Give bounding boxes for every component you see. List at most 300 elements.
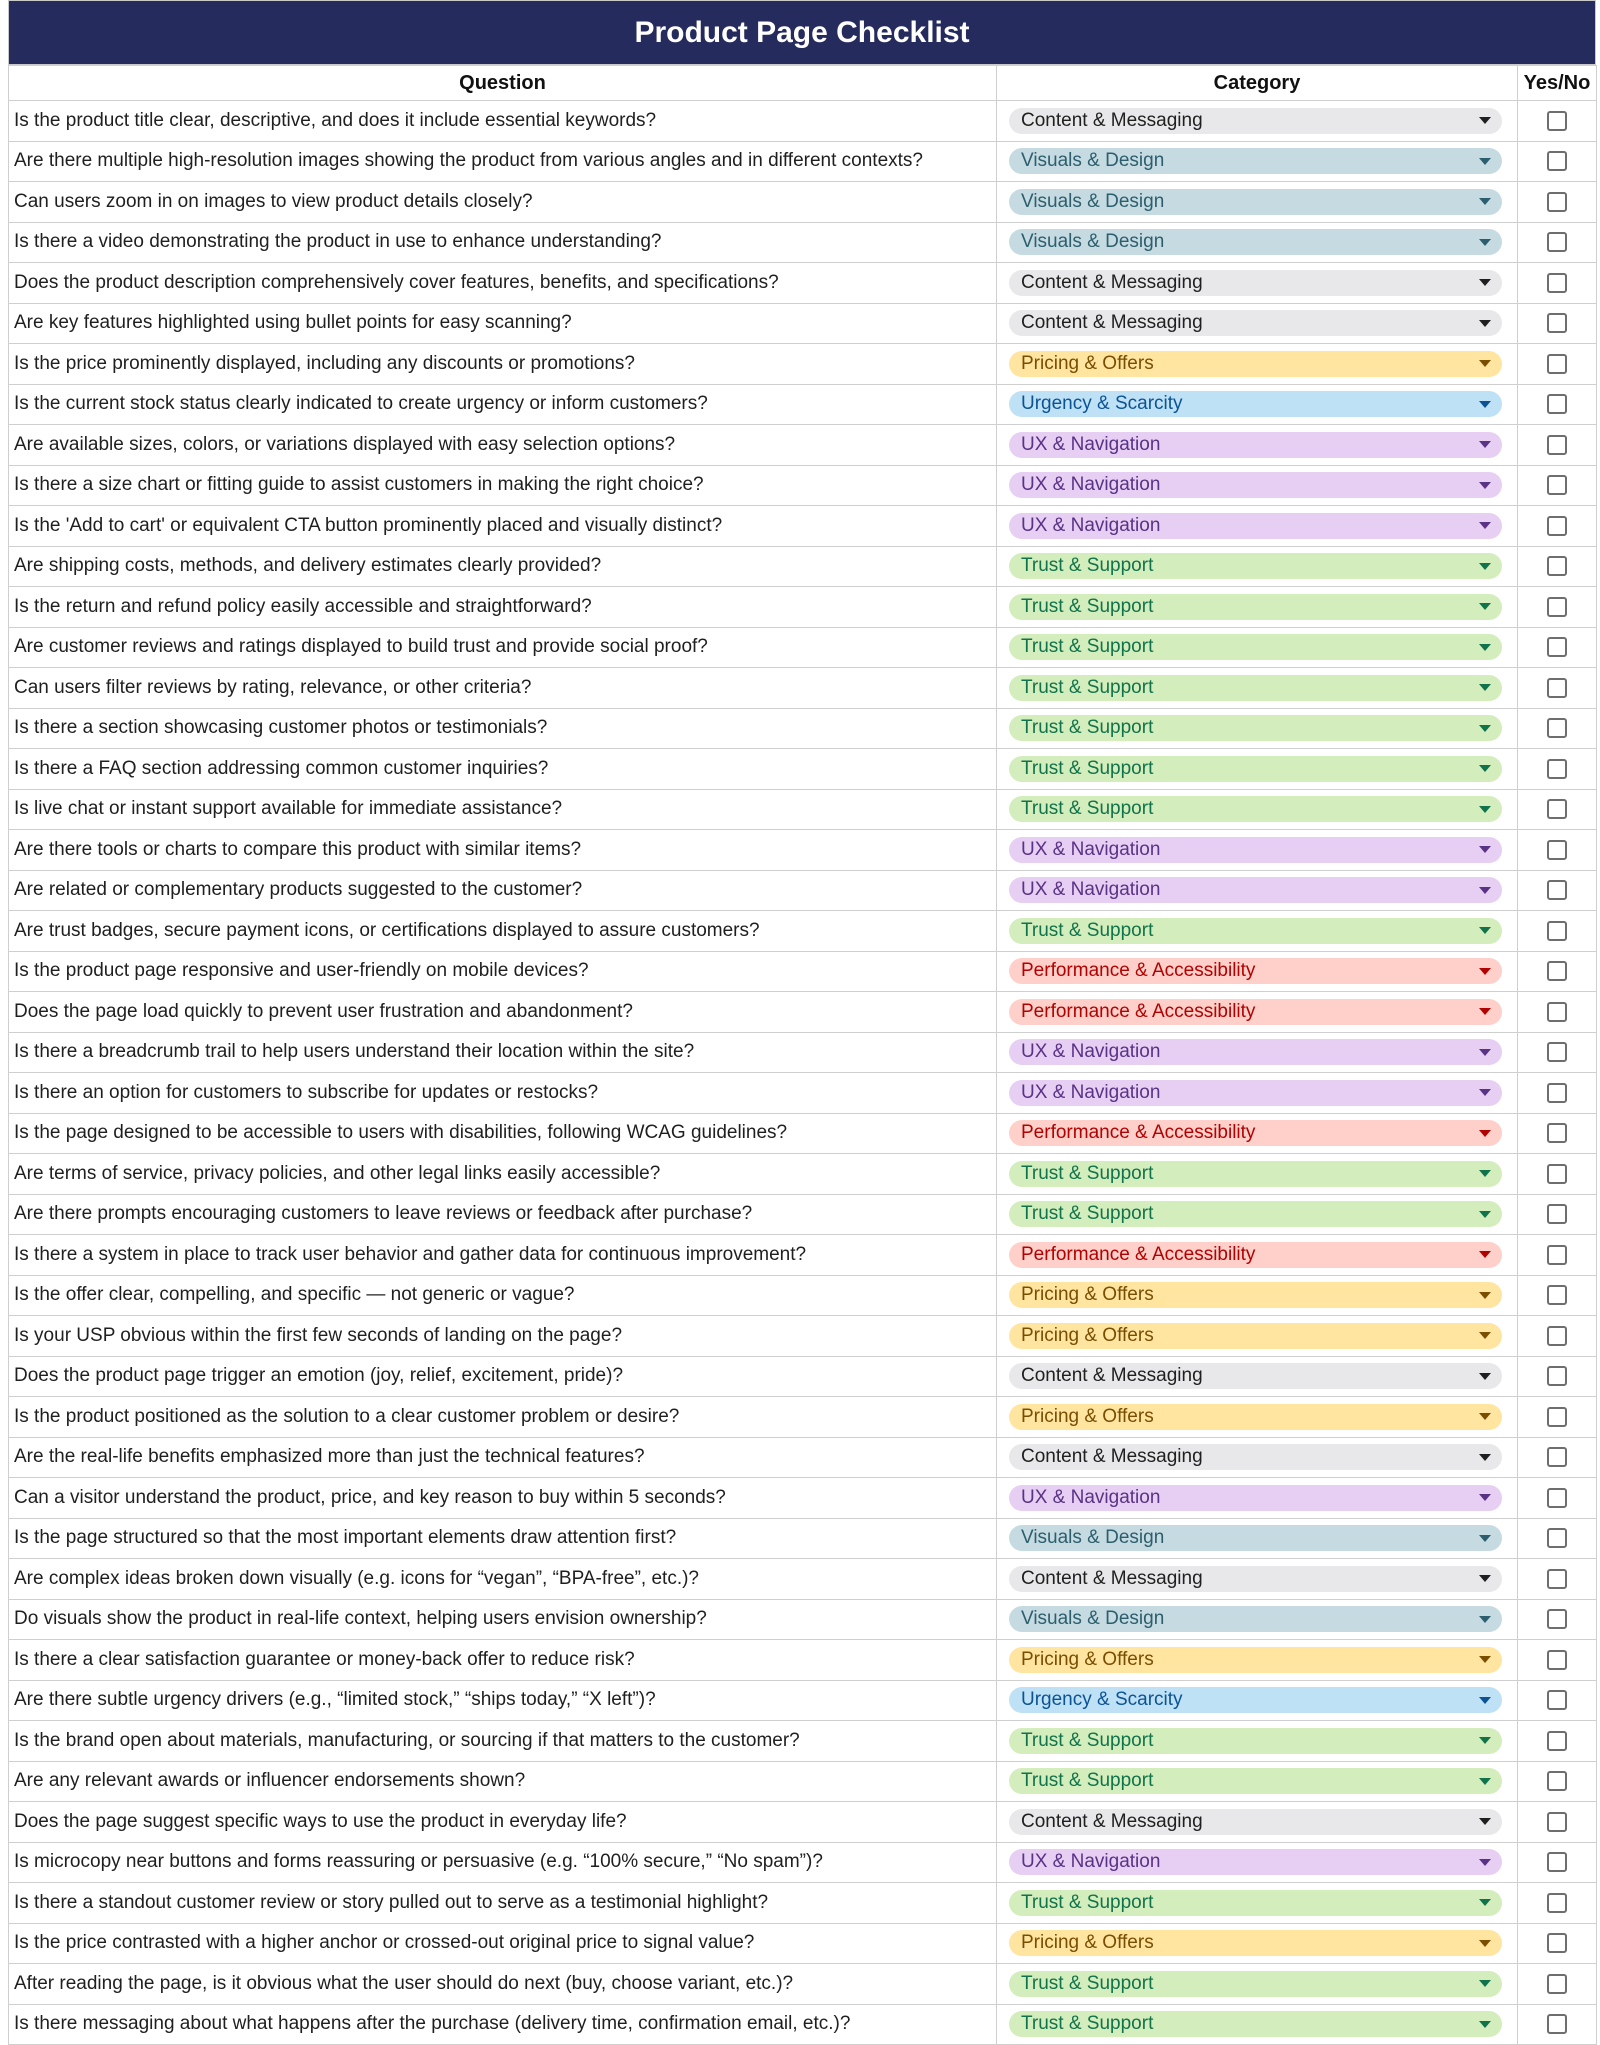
- yesno-cell[interactable]: [1518, 546, 1597, 587]
- dropdown-arrow-icon[interactable]: [1479, 1940, 1491, 1947]
- category-cell[interactable]: [997, 830, 1518, 871]
- question-cell[interactable]: Is the 'Add to cart' or equivalent CTA button prominently placed and visually distinct?: [9, 506, 997, 547]
- question-cell[interactable]: Is the brand open about materials, manufacturing, or sourcing if that matters to the customer?: [9, 1721, 997, 1762]
- yesno-cell[interactable]: [1518, 1316, 1597, 1357]
- question-cell[interactable]: Are complex ideas broken down visually (e.g. icons for “vegan”, “BPA-free”, etc.)?: [9, 1559, 997, 1600]
- category-dropdown[interactable]: [1009, 1363, 1502, 1389]
- question-cell[interactable]: Is the price contrasted with a higher anchor or crossed-out original price to signal value?: [9, 1923, 997, 1964]
- dropdown-arrow-icon[interactable]: [1479, 1656, 1491, 1663]
- yesno-checkbox[interactable]: [1547, 1326, 1567, 1346]
- category-label: Trust & Support: [1021, 636, 1154, 658]
- yesno-cell[interactable]: [1518, 1113, 1597, 1154]
- yesno-cell[interactable]: [1518, 1923, 1597, 1964]
- yesno-checkbox[interactable]: [1547, 1204, 1567, 1224]
- yesno-checkbox[interactable]: [1547, 1893, 1567, 1913]
- table-row: [9, 465, 1597, 506]
- category-cell[interactable]: [997, 1194, 1518, 1235]
- question-cell[interactable]: Is the product page responsive and user-friendly on mobile devices?: [9, 951, 997, 992]
- yesno-cell[interactable]: [1518, 1397, 1597, 1438]
- category-cell[interactable]: [997, 1356, 1518, 1397]
- dropdown-arrow-icon[interactable]: [1479, 887, 1491, 894]
- dropdown-arrow-icon[interactable]: [1479, 927, 1491, 934]
- category-dropdown[interactable]: [1009, 148, 1502, 174]
- category-dropdown[interactable]: [1009, 675, 1502, 701]
- yesno-cell[interactable]: [1518, 1518, 1597, 1559]
- yesno-cell[interactable]: [1518, 992, 1597, 1033]
- yesno-cell[interactable]: [1518, 303, 1597, 344]
- yesno-cell[interactable]: [1518, 1275, 1597, 1316]
- category-cell[interactable]: [997, 708, 1518, 749]
- category-dropdown[interactable]: [1009, 2011, 1502, 2037]
- category-cell[interactable]: [997, 1275, 1518, 1316]
- question-cell[interactable]: Is there a breadcrumb trail to help users understand their location within the site?: [9, 1032, 997, 1073]
- question-cell[interactable]: Are there tools or charts to compare this product with similar items?: [9, 830, 997, 871]
- question-cell[interactable]: Is there a section showcasing customer photos or testimonials?: [9, 708, 997, 749]
- category-dropdown[interactable]: [1009, 310, 1502, 336]
- category-dropdown[interactable]: [1009, 391, 1502, 417]
- yesno-checkbox[interactable]: [1547, 273, 1567, 293]
- dropdown-arrow-icon[interactable]: [1479, 1859, 1491, 1866]
- question-cell[interactable]: Are there multiple high-resolution images showing the product from various angles and in different contexts?: [9, 141, 997, 182]
- checklist-rows: [9, 101, 1597, 2045]
- yesno-cell[interactable]: [1518, 182, 1597, 223]
- question-cell[interactable]: Is there a system in place to track user behavior and gather data for continuous improvement?: [9, 1235, 997, 1276]
- category-dropdown[interactable]: [1009, 756, 1502, 782]
- category-dropdown[interactable]: [1009, 1282, 1502, 1308]
- category-cell[interactable]: [997, 1599, 1518, 1640]
- category-dropdown[interactable]: [1009, 1971, 1502, 1997]
- dropdown-arrow-icon[interactable]: [1479, 198, 1491, 205]
- category-cell[interactable]: [997, 1883, 1518, 1924]
- category-dropdown[interactable]: [1009, 1606, 1502, 1632]
- yesno-checkbox[interactable]: [1547, 880, 1567, 900]
- dropdown-arrow-icon[interactable]: [1479, 644, 1491, 651]
- category-dropdown[interactable]: [1009, 1566, 1502, 1592]
- category-dropdown[interactable]: [1009, 1525, 1502, 1551]
- category-dropdown[interactable]: [1009, 837, 1502, 863]
- yesno-checkbox[interactable]: [1547, 435, 1567, 455]
- category-cell[interactable]: [997, 1518, 1518, 1559]
- yesno-cell[interactable]: [1518, 141, 1597, 182]
- category-cell[interactable]: [997, 222, 1518, 263]
- yesno-checkbox[interactable]: [1547, 111, 1567, 131]
- question-cell[interactable]: Is the page structured so that the most important elements draw attention first?: [9, 1518, 997, 1559]
- category-cell[interactable]: [997, 587, 1518, 628]
- yesno-cell[interactable]: [1518, 222, 1597, 263]
- category-cell[interactable]: [997, 749, 1518, 790]
- question-cell[interactable]: Does the product description comprehensively cover features, benefits, and specifications?: [9, 263, 997, 304]
- category-cell[interactable]: [997, 1802, 1518, 1843]
- yesno-checkbox[interactable]: [1547, 1812, 1567, 1832]
- yesno-cell[interactable]: [1518, 1802, 1597, 1843]
- category-dropdown[interactable]: [1009, 1485, 1502, 1511]
- dropdown-arrow-icon[interactable]: [1479, 1170, 1491, 1177]
- category-dropdown[interactable]: [1009, 1687, 1502, 1713]
- category-dropdown[interactable]: [1009, 270, 1502, 296]
- dropdown-arrow-icon[interactable]: [1479, 725, 1491, 732]
- category-label: Performance & Accessibility: [1021, 960, 1256, 982]
- yesno-checkbox[interactable]: [1547, 718, 1567, 738]
- question-cell[interactable]: Is the return and refund policy easily accessible and straightforward?: [9, 587, 997, 628]
- dropdown-arrow-icon[interactable]: [1479, 1616, 1491, 1623]
- yesno-checkbox[interactable]: [1547, 1609, 1567, 1629]
- category-cell[interactable]: [997, 1113, 1518, 1154]
- yesno-checkbox[interactable]: [1547, 1650, 1567, 1670]
- question-cell[interactable]: After reading the page, is it obvious what the user should do next (buy, choose variant, etc.)?: [9, 1964, 997, 2005]
- yesno-checkbox[interactable]: [1547, 799, 1567, 819]
- category-cell[interactable]: [997, 2004, 1518, 2045]
- yesno-cell[interactable]: [1518, 465, 1597, 506]
- question-cell[interactable]: Are customer reviews and ratings displayed to build trust and provide social proof?: [9, 627, 997, 668]
- yesno-cell[interactable]: [1518, 1154, 1597, 1195]
- question-cell[interactable]: Are there prompts encouraging customers to leave reviews or feedback after purchase?: [9, 1194, 997, 1235]
- yesno-checkbox[interactable]: [1547, 475, 1567, 495]
- yesno-checkbox[interactable]: [1547, 1731, 1567, 1751]
- yesno-cell[interactable]: [1518, 1559, 1597, 1600]
- yesno-checkbox[interactable]: [1547, 597, 1567, 617]
- category-cell[interactable]: [997, 506, 1518, 547]
- category-dropdown[interactable]: [1009, 1323, 1502, 1349]
- question-cell[interactable]: Are the real-life benefits emphasized more than just the technical features?: [9, 1437, 997, 1478]
- category-cell[interactable]: [997, 668, 1518, 709]
- category-dropdown[interactable]: [1009, 1728, 1502, 1754]
- yesno-cell[interactable]: [1518, 587, 1597, 628]
- question-cell[interactable]: Is the price prominently displayed, including any discounts or promotions?: [9, 344, 997, 385]
- question-cell[interactable]: Is the product positioned as the solution to a clear customer problem or desire?: [9, 1397, 997, 1438]
- yesno-cell[interactable]: [1518, 668, 1597, 709]
- category-cell[interactable]: [997, 951, 1518, 992]
- category-cell[interactable]: [997, 1842, 1518, 1883]
- dropdown-arrow-icon[interactable]: [1479, 320, 1491, 327]
- category-dropdown[interactable]: [1009, 958, 1502, 984]
- category-cell[interactable]: [997, 1680, 1518, 1721]
- yesno-cell[interactable]: [1518, 344, 1597, 385]
- category-cell[interactable]: [997, 263, 1518, 304]
- dropdown-arrow-icon[interactable]: [1479, 1494, 1491, 1501]
- dropdown-arrow-icon[interactable]: [1479, 522, 1491, 529]
- yesno-cell[interactable]: [1518, 1680, 1597, 1721]
- yesno-cell[interactable]: [1518, 1599, 1597, 1640]
- question-cell[interactable]: Is live chat or instant support available for immediate assistance?: [9, 789, 997, 830]
- yesno-checkbox[interactable]: [1547, 556, 1567, 576]
- yesno-cell[interactable]: [1518, 830, 1597, 871]
- question-cell[interactable]: Is the offer clear, compelling, and specific — not generic or vague?: [9, 1275, 997, 1316]
- header-yesno[interactable]: Yes/No: [1518, 66, 1597, 101]
- category-cell[interactable]: [997, 546, 1518, 587]
- question-cell[interactable]: Is there messaging about what happens after the purchase (delivery time, confirmation email, etc.)?: [9, 2004, 997, 2045]
- category-cell[interactable]: [997, 344, 1518, 385]
- yesno-cell[interactable]: [1518, 951, 1597, 992]
- category-dropdown[interactable]: [1009, 1849, 1502, 1875]
- dropdown-arrow-icon[interactable]: [1479, 1332, 1491, 1339]
- yesno-checkbox[interactable]: [1547, 1852, 1567, 1872]
- question-cell[interactable]: Does the page suggest specific ways to use the product in everyday life?: [9, 1802, 997, 1843]
- dropdown-arrow-icon[interactable]: [1479, 1292, 1491, 1299]
- yesno-checkbox[interactable]: [1547, 192, 1567, 212]
- question-cell[interactable]: Is there a standout customer review or story pulled out to serve as a testimonial highlight?: [9, 1883, 997, 1924]
- category-dropdown[interactable]: [1009, 432, 1502, 458]
- yesno-checkbox[interactable]: [1547, 961, 1567, 981]
- dropdown-arrow-icon[interactable]: [1479, 1818, 1491, 1825]
- yesno-cell[interactable]: [1518, 101, 1597, 142]
- category-dropdown[interactable]: [1009, 1080, 1502, 1106]
- question-cell[interactable]: Is the product title clear, descriptive, and does it include essential keywords?: [9, 101, 997, 142]
- yesno-cell[interactable]: [1518, 1032, 1597, 1073]
- yesno-cell[interactable]: [1518, 1721, 1597, 1762]
- category-cell[interactable]: [997, 425, 1518, 466]
- dropdown-arrow-icon[interactable]: [1479, 1575, 1491, 1582]
- dropdown-arrow-icon[interactable]: [1479, 563, 1491, 570]
- category-dropdown[interactable]: [1009, 715, 1502, 741]
- category-cell[interactable]: [997, 141, 1518, 182]
- yesno-checkbox[interactable]: [1547, 1164, 1567, 1184]
- yesno-cell[interactable]: [1518, 1883, 1597, 1924]
- dropdown-arrow-icon[interactable]: [1479, 1008, 1491, 1015]
- yesno-cell[interactable]: [1518, 506, 1597, 547]
- yesno-cell[interactable]: [1518, 1356, 1597, 1397]
- yesno-checkbox[interactable]: [1547, 637, 1567, 657]
- question-cell[interactable]: Is the page designed to be accessible to users with disabilities, following WCAG guidelines?: [9, 1113, 997, 1154]
- category-dropdown[interactable]: [1009, 472, 1502, 498]
- dropdown-arrow-icon[interactable]: [1479, 158, 1491, 165]
- category-cell[interactable]: [997, 465, 1518, 506]
- dropdown-arrow-icon[interactable]: [1479, 117, 1491, 124]
- dropdown-arrow-icon[interactable]: [1479, 1413, 1491, 1420]
- yesno-cell[interactable]: [1518, 1194, 1597, 1235]
- category-cell[interactable]: [997, 1478, 1518, 1519]
- dropdown-arrow-icon[interactable]: [1479, 239, 1491, 246]
- category-dropdown[interactable]: [1009, 1039, 1502, 1065]
- category-dropdown[interactable]: [1009, 108, 1502, 134]
- table-row: [9, 344, 1597, 385]
- dropdown-arrow-icon[interactable]: [1479, 684, 1491, 691]
- question-cell[interactable]: Is there a size chart or fitting guide to assist customers in making the right choice?: [9, 465, 997, 506]
- question-cell[interactable]: Are available sizes, colors, or variations displayed with easy selection options?: [9, 425, 997, 466]
- question-cell[interactable]: Can a visitor understand the product, price, and key reason to buy within 5 seconds?: [9, 1478, 997, 1519]
- yesno-cell[interactable]: [1518, 1073, 1597, 1114]
- category-cell[interactable]: [997, 1154, 1518, 1195]
- yesno-checkbox[interactable]: [1547, 232, 1567, 252]
- dropdown-arrow-icon[interactable]: [1479, 603, 1491, 610]
- category-dropdown[interactable]: [1009, 918, 1502, 944]
- dropdown-arrow-icon[interactable]: [1479, 1211, 1491, 1218]
- yesno-checkbox[interactable]: [1547, 1569, 1567, 1589]
- yesno-checkbox[interactable]: [1547, 394, 1567, 414]
- yesno-cell[interactable]: [1518, 1235, 1597, 1276]
- category-dropdown[interactable]: [1009, 1242, 1502, 1268]
- yesno-checkbox[interactable]: [1547, 1366, 1567, 1386]
- category-dropdown[interactable]: [1009, 1404, 1502, 1430]
- question-cell[interactable]: Is microcopy near buttons and forms reassuring or persuasive (e.g. “100% secure,” “No spam”)?: [9, 1842, 997, 1883]
- dropdown-arrow-icon[interactable]: [1479, 1373, 1491, 1380]
- dropdown-arrow-icon[interactable]: [1479, 968, 1491, 975]
- question-cell[interactable]: Is there an option for customers to subscribe for updates or restocks?: [9, 1073, 997, 1114]
- category-cell[interactable]: [997, 1640, 1518, 1681]
- question-cell[interactable]: Can users filter reviews by rating, relevance, or other criteria?: [9, 668, 997, 709]
- dropdown-arrow-icon[interactable]: [1479, 1049, 1491, 1056]
- question-cell[interactable]: Do visuals show the product in real-life context, helping users envision ownership?: [9, 1599, 997, 1640]
- yesno-cell[interactable]: [1518, 1761, 1597, 1802]
- question-cell[interactable]: Does the page load quickly to prevent user frustration and abandonment?: [9, 992, 997, 1033]
- category-dropdown[interactable]: [1009, 189, 1502, 215]
- category-dropdown[interactable]: [1009, 1120, 1502, 1146]
- dropdown-arrow-icon[interactable]: [1479, 1130, 1491, 1137]
- category-dropdown[interactable]: [1009, 1768, 1502, 1794]
- question-cell[interactable]: Are there subtle urgency drivers (e.g., “limited stock,” “ships today,” “X left”)?: [9, 1680, 997, 1721]
- category-cell[interactable]: [997, 1073, 1518, 1114]
- yesno-checkbox[interactable]: [1547, 678, 1567, 698]
- category-dropdown[interactable]: [1009, 1161, 1502, 1187]
- yesno-checkbox[interactable]: [1547, 1528, 1567, 1548]
- category-cell[interactable]: [997, 992, 1518, 1033]
- category-dropdown[interactable]: [1009, 634, 1502, 660]
- dropdown-arrow-icon[interactable]: [1479, 1899, 1491, 1906]
- category-cell[interactable]: [997, 1923, 1518, 1964]
- question-cell[interactable]: Are any relevant awards or influencer endorsements shown?: [9, 1761, 997, 1802]
- category-cell[interactable]: [997, 911, 1518, 952]
- category-cell[interactable]: [997, 1559, 1518, 1600]
- dropdown-arrow-icon[interactable]: [1479, 1778, 1491, 1785]
- yesno-checkbox[interactable]: [1547, 516, 1567, 536]
- category-dropdown[interactable]: [1009, 1444, 1502, 1470]
- yesno-checkbox[interactable]: [1547, 1933, 1567, 1953]
- yesno-checkbox[interactable]: [1547, 1245, 1567, 1265]
- category-cell[interactable]: [997, 1235, 1518, 1276]
- yesno-cell[interactable]: [1518, 627, 1597, 668]
- yesno-checkbox[interactable]: [1547, 1488, 1567, 1508]
- dropdown-arrow-icon[interactable]: [1479, 1737, 1491, 1744]
- category-cell[interactable]: [997, 384, 1518, 425]
- dropdown-arrow-icon[interactable]: [1479, 2021, 1491, 2028]
- yesno-cell[interactable]: [1518, 384, 1597, 425]
- question-cell[interactable]: Are related or complementary products suggested to the customer?: [9, 870, 997, 911]
- category-dropdown[interactable]: [1009, 553, 1502, 579]
- yesno-checkbox[interactable]: [1547, 1771, 1567, 1791]
- question-cell[interactable]: Is there a FAQ section addressing common customer inquiries?: [9, 749, 997, 790]
- category-dropdown[interactable]: [1009, 594, 1502, 620]
- dropdown-arrow-icon[interactable]: [1479, 401, 1491, 408]
- yesno-cell[interactable]: [1518, 2004, 1597, 2045]
- category-dropdown[interactable]: [1009, 796, 1502, 822]
- category-dropdown[interactable]: [1009, 351, 1502, 377]
- dropdown-arrow-icon[interactable]: [1479, 1980, 1491, 1987]
- yesno-checkbox[interactable]: [1547, 759, 1567, 779]
- category-dropdown[interactable]: [1009, 999, 1502, 1025]
- question-cell[interactable]: Is there a clear satisfaction guarantee or money-back offer to reduce risk?: [9, 1640, 997, 1681]
- yesno-checkbox[interactable]: [1547, 921, 1567, 941]
- category-cell[interactable]: [997, 1964, 1518, 2005]
- question-cell[interactable]: Are terms of service, privacy policies, and other legal links easily accessible?: [9, 1154, 997, 1195]
- category-cell[interactable]: [997, 870, 1518, 911]
- dropdown-arrow-icon[interactable]: [1479, 1535, 1491, 1542]
- yesno-checkbox[interactable]: [1547, 1974, 1567, 1994]
- yesno-checkbox[interactable]: [1547, 1123, 1567, 1143]
- category-dropdown[interactable]: [1009, 229, 1502, 255]
- yesno-cell[interactable]: [1518, 1964, 1597, 2005]
- yesno-cell[interactable]: [1518, 708, 1597, 749]
- table-row: [9, 101, 1597, 142]
- yesno-checkbox[interactable]: [1547, 1042, 1567, 1062]
- category-cell[interactable]: [997, 303, 1518, 344]
- yesno-cell[interactable]: [1518, 911, 1597, 952]
- category-dropdown[interactable]: [1009, 513, 1502, 539]
- category-cell[interactable]: [997, 1437, 1518, 1478]
- yesno-checkbox[interactable]: [1547, 1083, 1567, 1103]
- question-cell[interactable]: Is the current stock status clearly indicated to create urgency or inform customers?: [9, 384, 997, 425]
- header-category[interactable]: Category: [997, 66, 1518, 101]
- category-cell[interactable]: [997, 1032, 1518, 1073]
- yesno-checkbox[interactable]: [1547, 1002, 1567, 1022]
- category-cell[interactable]: [997, 627, 1518, 668]
- category-cell[interactable]: [997, 1761, 1518, 1802]
- dropdown-arrow-icon[interactable]: [1479, 846, 1491, 853]
- category-dropdown[interactable]: [1009, 1809, 1502, 1835]
- dropdown-arrow-icon[interactable]: [1479, 360, 1491, 367]
- category-dropdown[interactable]: [1009, 1890, 1502, 1916]
- yesno-cell[interactable]: [1518, 870, 1597, 911]
- yesno-cell[interactable]: [1518, 1437, 1597, 1478]
- question-cell[interactable]: Can users zoom in on images to view product details closely?: [9, 182, 997, 223]
- yesno-cell[interactable]: [1518, 1478, 1597, 1519]
- header-question[interactable]: Question: [9, 66, 997, 101]
- question-cell[interactable]: Are key features highlighted using bullet points for easy scanning?: [9, 303, 997, 344]
- category-dropdown[interactable]: [1009, 877, 1502, 903]
- dropdown-arrow-icon[interactable]: [1479, 482, 1491, 489]
- dropdown-arrow-icon[interactable]: [1479, 1089, 1491, 1096]
- category-dropdown[interactable]: [1009, 1201, 1502, 1227]
- yesno-checkbox[interactable]: [1547, 1447, 1567, 1467]
- dropdown-arrow-icon[interactable]: [1479, 441, 1491, 448]
- category-cell[interactable]: [997, 1316, 1518, 1357]
- yesno-cell[interactable]: [1518, 1842, 1597, 1883]
- question-cell[interactable]: Does the product page trigger an emotion (joy, relief, excitement, pride)?: [9, 1356, 997, 1397]
- question-cell[interactable]: Are trust badges, secure payment icons, or certifications displayed to assure customers?: [9, 911, 997, 952]
- category-dropdown[interactable]: [1009, 1647, 1502, 1673]
- yesno-checkbox[interactable]: [1547, 840, 1567, 860]
- category-label: Visuals & Design: [1021, 231, 1165, 253]
- yesno-cell[interactable]: [1518, 789, 1597, 830]
- yesno-checkbox[interactable]: [1547, 354, 1567, 374]
- dropdown-arrow-icon[interactable]: [1479, 806, 1491, 813]
- yesno-checkbox[interactable]: [1547, 151, 1567, 171]
- category-cell[interactable]: [997, 1721, 1518, 1762]
- question-cell[interactable]: Are shipping costs, methods, and delivery estimates clearly provided?: [9, 546, 997, 587]
- category-cell[interactable]: [997, 1397, 1518, 1438]
- dropdown-arrow-icon[interactable]: [1479, 1454, 1491, 1461]
- category-label: UX & Navigation: [1021, 1081, 1161, 1103]
- category-cell[interactable]: [997, 789, 1518, 830]
- yesno-checkbox[interactable]: [1547, 1690, 1567, 1710]
- dropdown-arrow-icon[interactable]: [1479, 765, 1491, 772]
- question-cell[interactable]: Is there a video demonstrating the product in use to enhance understanding?: [9, 222, 997, 263]
- category-cell[interactable]: [997, 182, 1518, 223]
- dropdown-arrow-icon[interactable]: [1479, 1697, 1491, 1704]
- yesno-checkbox[interactable]: [1547, 1285, 1567, 1305]
- yesno-checkbox[interactable]: [1547, 2014, 1567, 2034]
- category-dropdown[interactable]: [1009, 1930, 1502, 1956]
- yesno-cell[interactable]: [1518, 1640, 1597, 1681]
- yesno-checkbox[interactable]: [1547, 1407, 1567, 1427]
- yesno-cell[interactable]: [1518, 749, 1597, 790]
- yesno-cell[interactable]: [1518, 425, 1597, 466]
- table-row: [9, 2004, 1597, 2045]
- question-cell[interactable]: Is your USP obvious within the first few seconds of landing on the page?: [9, 1316, 997, 1357]
- category-cell[interactable]: [997, 101, 1518, 142]
- dropdown-arrow-icon[interactable]: [1479, 279, 1491, 286]
- yesno-checkbox[interactable]: [1547, 313, 1567, 333]
- yesno-cell[interactable]: [1518, 263, 1597, 304]
- dropdown-arrow-icon[interactable]: [1479, 1251, 1491, 1258]
